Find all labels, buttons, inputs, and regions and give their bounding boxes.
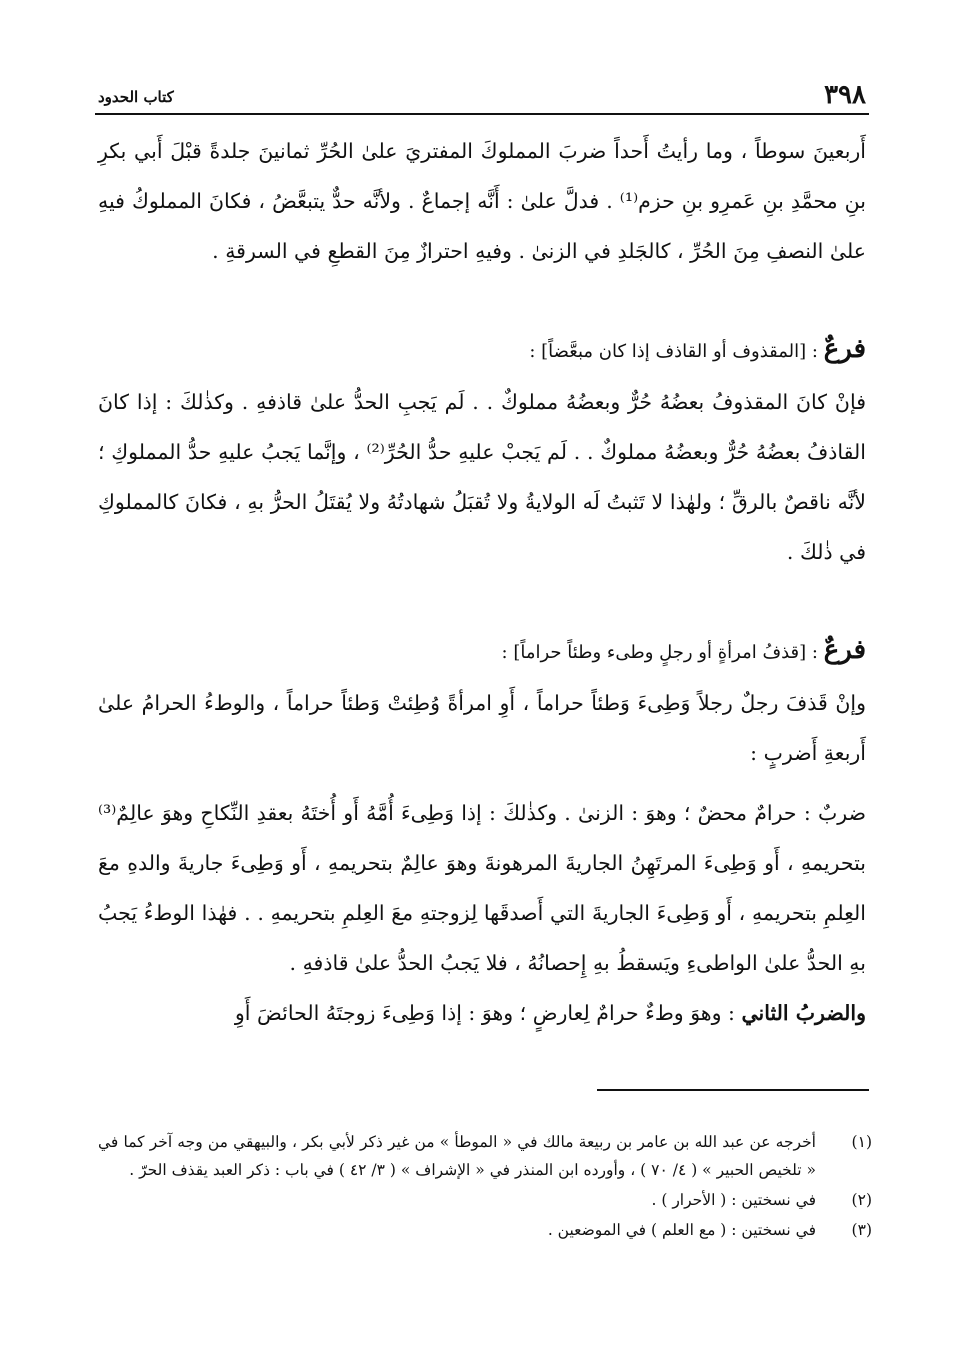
subsection-heading-1 <box>98 324 866 377</box>
paragraph-2: فإنْ كانَ المقذوفُ بعضُهُ حُرٌّ وبعضُهُ مملوكٌ . . لَم يَجبِ الحدُّ علىٰ قاذفهِ . وكذٰلكَ : إذا كانَ القاذفُ بعضُهُ حُرٌّ وبعضُهُ مملوكٌ . . لَم يَجبْ عليهِ حدُّ الحُرِّ⁽²⁾ ، وإنَّما يَجبُ عليهِ حدُّ المملوكِ ؛ لأنَّه ناقصٌ بالرقِّ ؛ ولهٰذا لا تَثبتُ لَه الولايةُ ولا تُقبَلُ شهادتُهُ ولا يُقتَلُ الحرُّ بهِ ، فكانَ كالمملوكِ في ذٰلكَ . <box>98 390 866 564</box>
paragraph-1: أَربعينَ سوطاً ، وما رأيتُ أَحداً ضربَ المملوكَ المفتريَ علىٰ الحُرِّ ثمانينَ جلدةً قبْلَ أَبي بكرِ بنِ محمَّدِ بنِ عَمرِو بنِ حزم⁽¹⁾ . فدلَّ علىٰ : أَنَّه إجماعٌ . ولأنَّه حدٌّ يتبعَّضُ ، فكانَ المملوكُ فيهِ علىٰ النصفِ مِنَ الحُرِّ ، كالجَلدِ في الزنىٰ . وفيهِ احترازٌ مِنَ القطعِ في السرقةِ . <box>98 139 866 263</box>
header-rule <box>95 113 869 115</box>
paragraph-5 <box>98 988 866 1038</box>
heading-title: : [قذفُ امرأةٍ أو رجلٍ وطىء وطئاً حراماً] : <box>501 642 818 663</box>
footnote-text: في نسختين : ( مع العلم ) في الموضعين . <box>547 1221 816 1239</box>
heading-title: : [المقذوف أو القاذف إذا كان مبعَّضاً] : <box>529 341 818 362</box>
main-text <box>98 126 866 1038</box>
footnote-number: (١) <box>851 1133 872 1151</box>
paragraph-5-text: : وهوَ وطءٌ حرامٌ لِعارضٍ ؛ وهوَ : إذا وَطِىءَ زوجتَهُ الحائضَ أَوِ <box>234 1001 735 1025</box>
footnote-3 <box>98 1216 872 1244</box>
subsection-heading-2 <box>98 625 866 678</box>
running-title: كتاب الحدود <box>98 88 174 106</box>
footnote-number: (٢) <box>851 1191 872 1209</box>
heading-label: فرعٌ <box>823 635 866 665</box>
footnote-text: أخرجه عن عبد الله بن عامر بن ربيعة مالك في « الموطأ » من غير ذكر لأبي بكر ، والبيهقي من وجه آخر كما في « تلخيص الحبير » ( ٤/ ٧٠ ) ، وأورده ابن المنذر في « الإشراف » ( ٣/ ٤٢ ) في باب : ذكر العبد يقذف الحرّ . <box>98 1133 816 1179</box>
paragraph-4: ضربٌ : حرامٌ محضٌ ؛ وهوَ : الزنىٰ . وكذٰلكَ : إذا وَطِىءَ أُمَّهُ أَو أُختَهُ بعقدِ النِّكاحِ وهوَ عالِمٌ⁽³⁾ بتحريمهِ ، أَو وَطِىءَ المرتَهِنُ الجاريةَ المرهونةَ وهوَ عالِمٌ بتحريمهِ ، أَو وَطِىءَ جاريةَ والدهِ معَ العِلمِ بتحريمهِ ، أَو وَطِىءَ الجاريةَ التي أَصدقَها لِزوجتهِ معَ العِلمِ بتحريمهِ . . فهٰذا الوطءُ يَجبُ بهِ الحدُّ علىٰ الواطىءِ ويَسقطُ بهِ إِحصانُهُ ، فلا يَجبُ الحدُّ علىٰ قاذفهِ . <box>98 801 866 975</box>
heading-label: فرعٌ <box>823 334 866 364</box>
page-header <box>98 70 866 110</box>
paragraph-3: وإنْ قَذفَ رجلٌ رجلاً وَطِىءَ وَطئاً حراماً ، أَوِ امرأةً وُطِئتْ وَطئاً حراماً ، والوطءُ الحرامُ علىٰ أَربعةِ أَضربٍ : <box>98 691 866 765</box>
footnote-text: في نسختين : ( الأحرار ) . <box>651 1191 816 1209</box>
footnote-2 <box>98 1186 872 1214</box>
paragraph-5-lead: والضربُ الثاني <box>741 1001 866 1025</box>
spacer <box>98 577 866 625</box>
footnotes <box>98 1128 872 1244</box>
spacer <box>98 778 866 788</box>
page-number: ٣٩٨ <box>824 80 866 110</box>
footnote-rule <box>597 1089 869 1091</box>
footnote-number: (٣) <box>851 1221 872 1239</box>
footnote-1 <box>98 1128 872 1184</box>
spacer <box>98 276 866 324</box>
